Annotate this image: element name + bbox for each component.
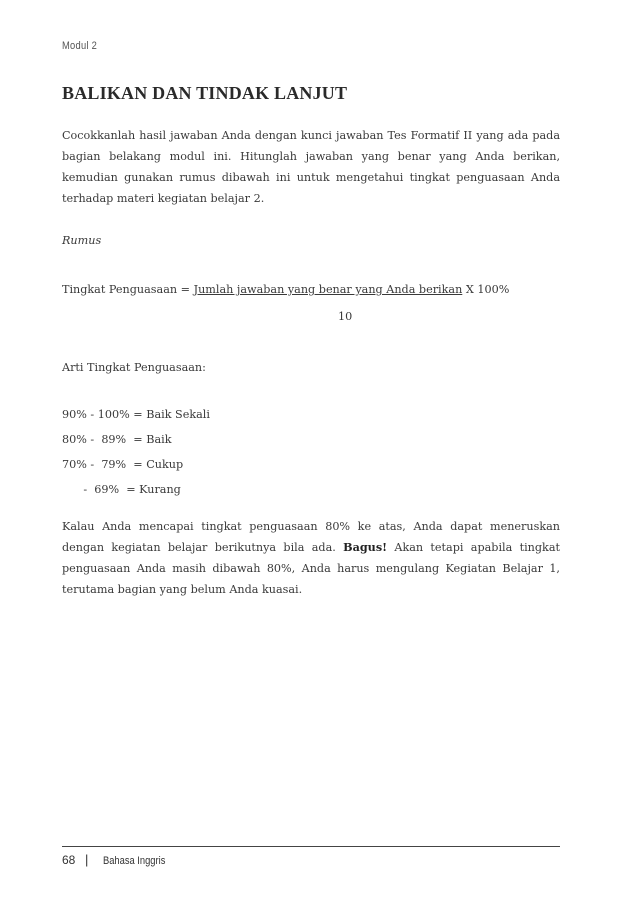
formula-numerator: Jumlah jawaban yang benar yang Anda berikan (193, 283, 463, 296)
formula (62, 283, 509, 296)
intro-paragraph: Cocokkanlah hasil jawaban Anda dengan kunci jawaban Tes Formatif II yang ada pada bagian belakang modul ini. Hitunglah jawaban yang benar yang Anda berikan, kemudian gunakan rumus dibawah ini untuk mengetahui tingkat penguasaan Anda terhadap materi kegiatan belajar 2. (62, 129, 560, 205)
module-label: Modul 2 (62, 40, 98, 52)
grade-item: 90% - 100% = Baik Sekali (62, 408, 210, 421)
section-title: BALIKAN DAN TINDAK LANJUT (62, 83, 348, 103)
footer-separator: | (85, 852, 89, 867)
closing-part2: Akan tetapi apabila tingkat penguasaan Anda masih dibawah 80%, Anda harus mengulang Kegiatan Belajar 1, terutama bagian yang belum Anda kuasai. (62, 541, 560, 596)
closing-bold: Bagus! (343, 540, 388, 554)
book-title: Bahasa Inggris (103, 855, 166, 867)
grade-item: 80% - 89% = Baik (62, 433, 172, 446)
formula-denominator: 10 (338, 310, 353, 323)
closing-part1: Kalau Anda mencapai tingkat penguasaan 80% ke atas, Anda dapat meneruskan dengan kegiatan belajar berikutnya bila ada. (62, 520, 560, 554)
formula-lhs: Tingkat Penguasaan = (62, 283, 194, 296)
page-number: 68 (62, 853, 76, 867)
footer-divider (62, 846, 560, 847)
grade-item: 70% - 79% = Cukup (62, 458, 184, 471)
formula-rhs: X 100% (462, 283, 510, 296)
arti-label: Arti Tingkat Penguasaan: (62, 361, 206, 374)
rumus-label: Rumus (62, 234, 102, 247)
closing-paragraph (62, 516, 560, 600)
grade-item: - 69% = Kurang (62, 483, 181, 496)
